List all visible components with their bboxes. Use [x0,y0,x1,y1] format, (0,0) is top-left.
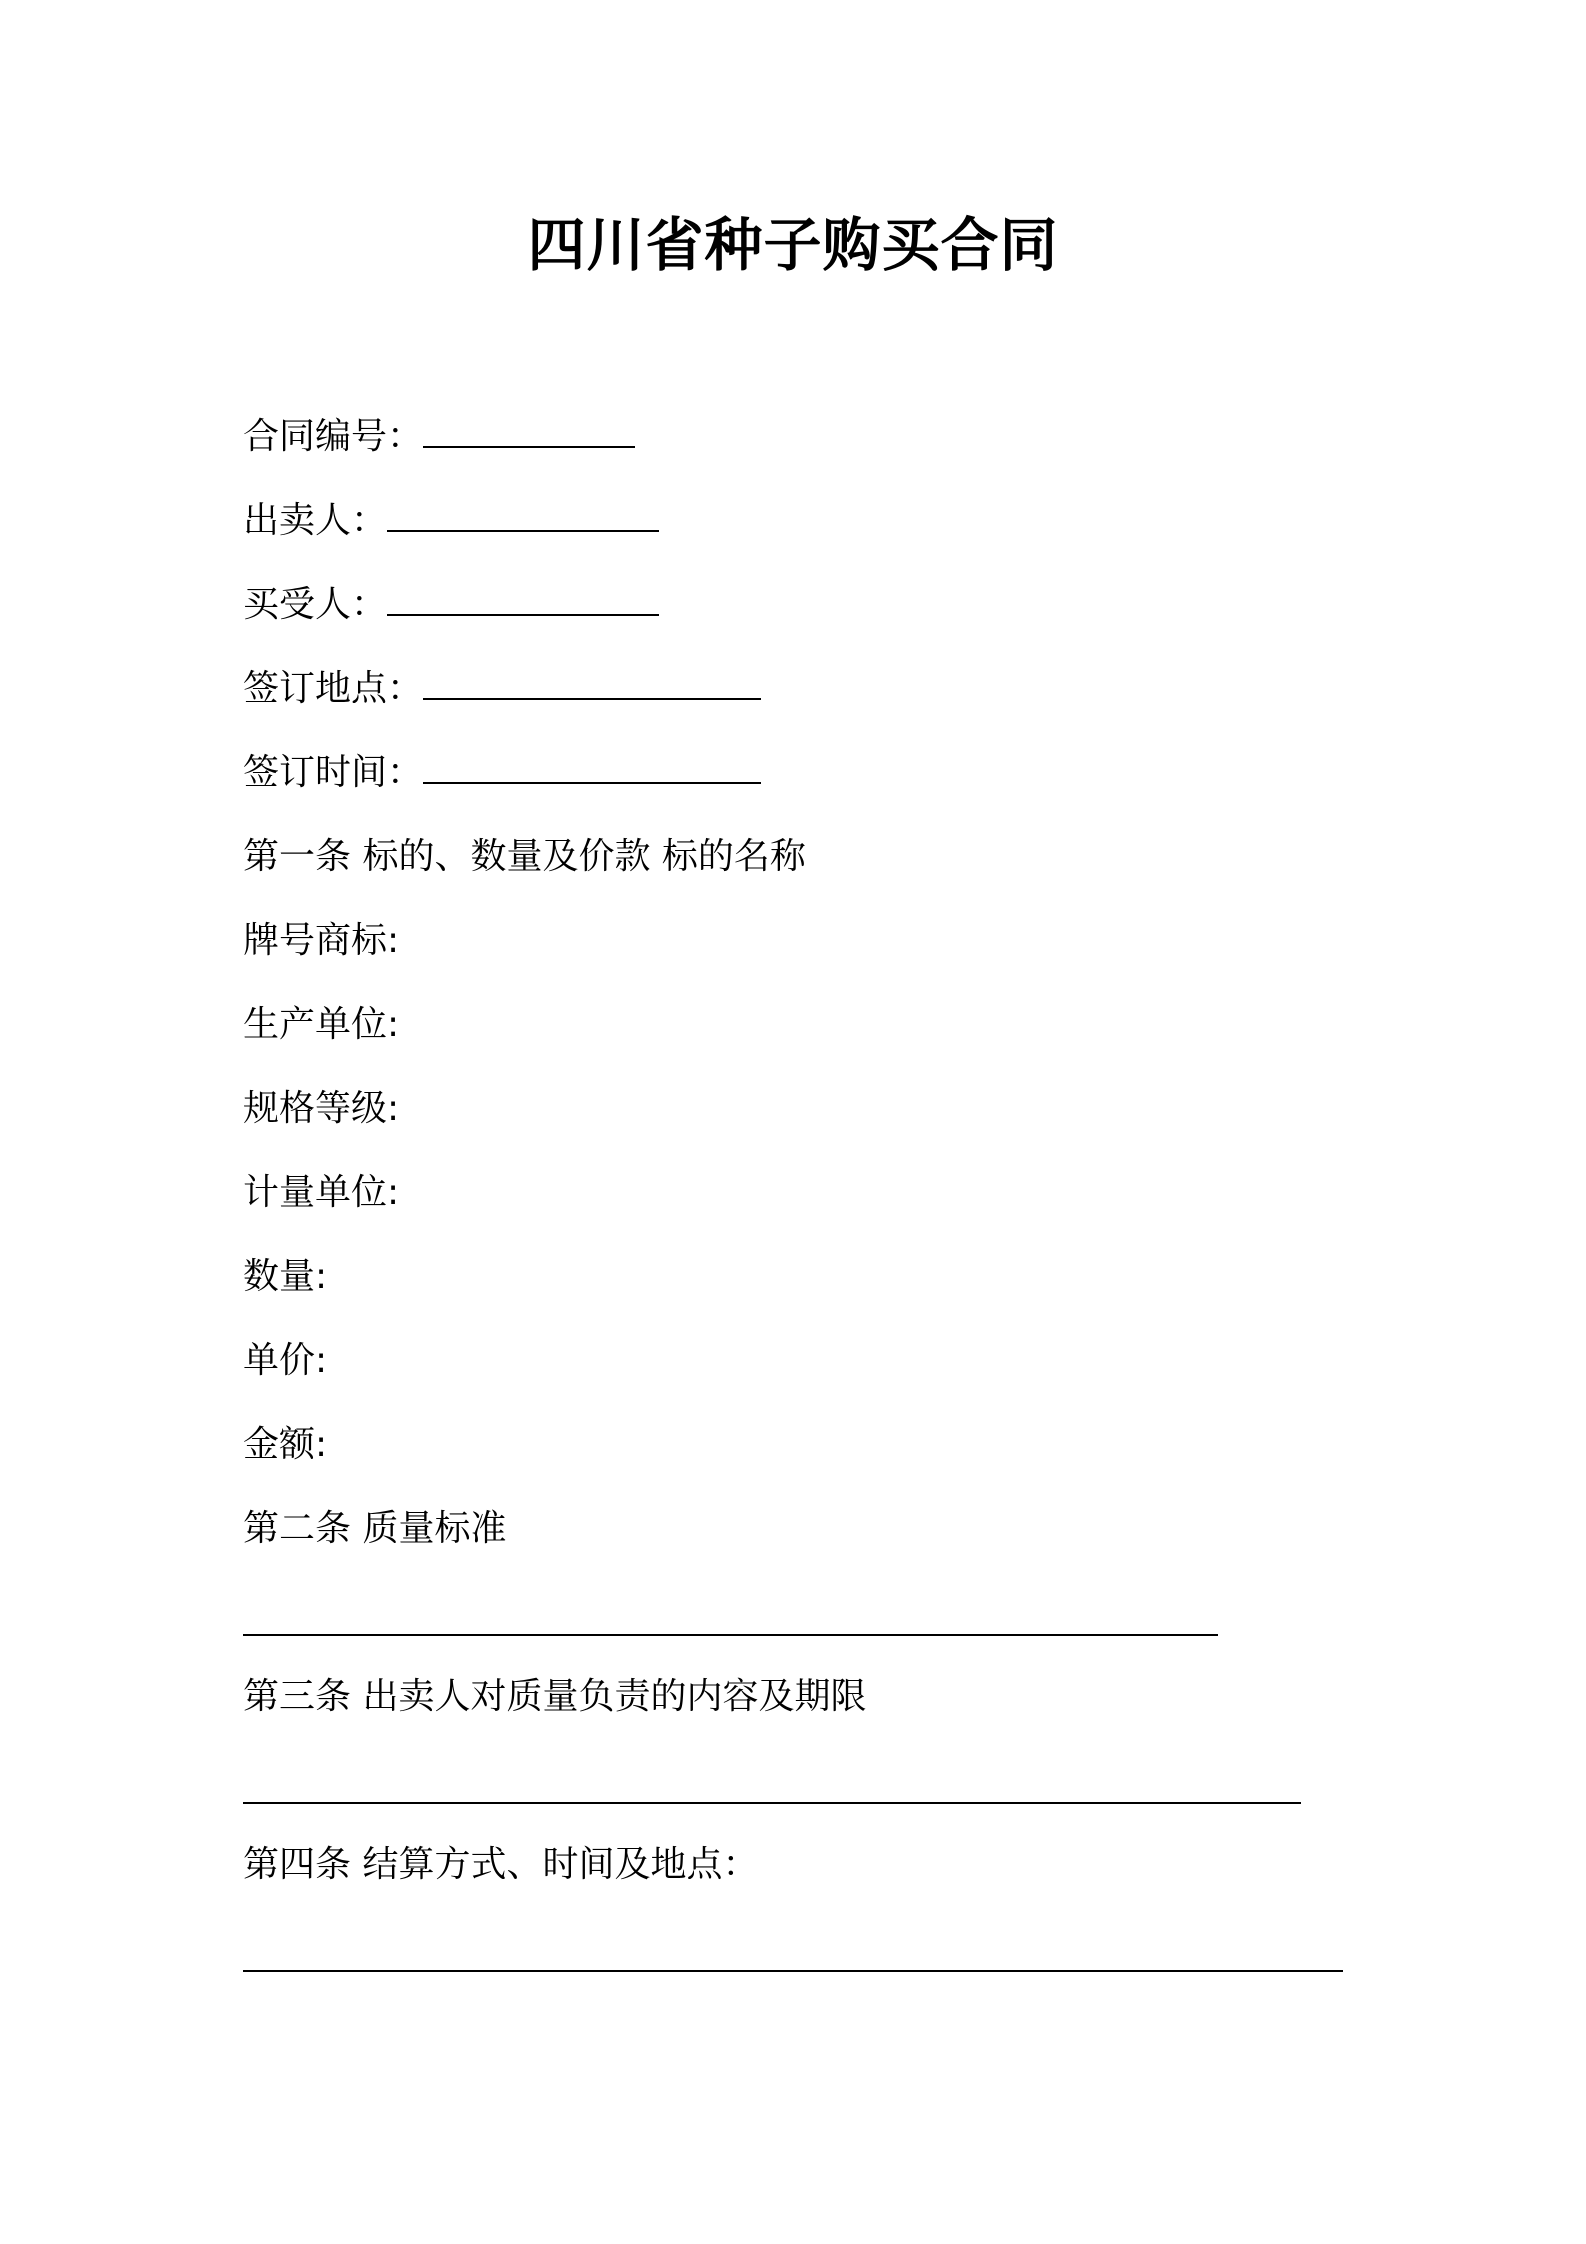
contract-number-line [243,412,635,462]
article2-blank[interactable] [243,1634,1218,1636]
signing-place-blank[interactable] [423,664,761,700]
seller-label: 出卖人： [243,500,388,541]
unit-of-measure-label: 计量单位: [243,1172,400,1213]
seller-line [243,496,659,546]
buyer-label: 买受人： [243,584,388,625]
article4-blank[interactable] [243,1970,1343,1972]
buyer-blank[interactable] [387,580,659,616]
manufacturer-label: 生产单位: [243,1004,400,1045]
seller-blank[interactable] [387,496,659,532]
unit-price-label: 单价: [243,1340,328,1381]
signing-place-label: 签订地点： [243,668,424,709]
article4-heading: 第四条 结算方式、时间及地点： [243,1844,759,1885]
spec-grade-label: 规格等级: [243,1088,400,1129]
signing-time-label: 签订时间： [243,752,424,793]
quantity-label: 数量: [243,1256,328,1297]
signing-time-blank[interactable] [423,748,761,784]
signing-time-line [243,748,761,798]
contract-title: 四川省种子购买合同 [527,211,1059,279]
signing-place-line [243,664,761,714]
article3-heading: 第三条 出卖人对质量负责的内容及期限 [243,1676,867,1717]
article3-blank[interactable] [243,1802,1301,1804]
amount-label: 金额: [243,1424,328,1465]
article2-heading: 第二条 质量标准 [243,1508,507,1549]
brand-trademark-label: 牌号商标: [243,920,400,961]
contract-number-blank[interactable] [423,412,635,448]
contract-number-label: 合同编号： [243,416,424,457]
buyer-line [243,580,659,630]
article1-heading: 第一条 标的、数量及价款 标的名称 [243,836,806,877]
